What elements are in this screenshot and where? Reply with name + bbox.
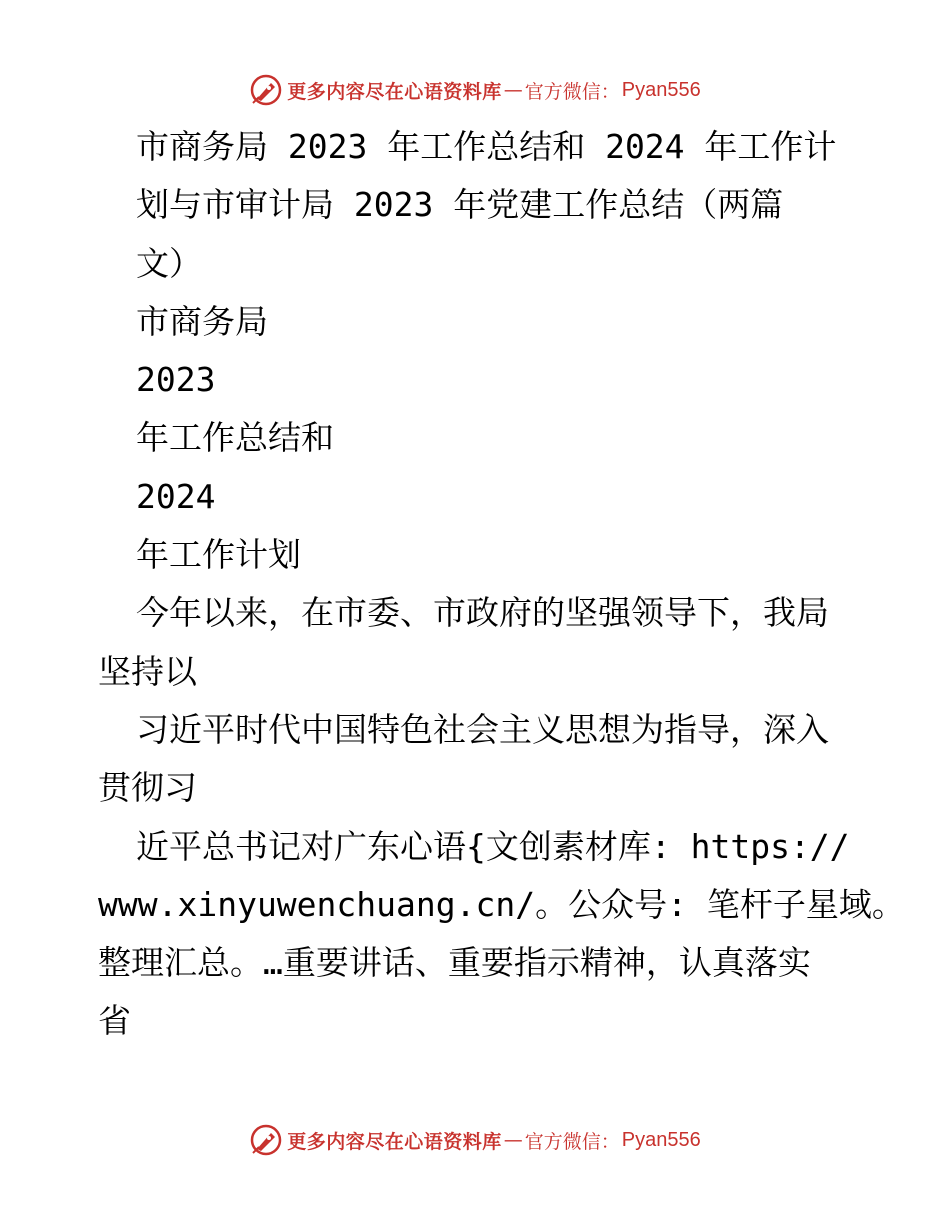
paragraph-line: 整理汇总。…重要讲话、重要指示精神，认真落实 [98, 943, 811, 983]
subtitle-line: 年工作总结和 [136, 418, 334, 458]
paragraph-line: 坚持以 [98, 651, 197, 691]
footer-watermark-banner [0, 1120, 950, 1160]
paragraph-line: 省 [98, 1001, 131, 1041]
paragraph-line: 习近平时代中国特色社会主义思想为指导，深入 [136, 709, 829, 749]
paragraph-line: 近平总书记对广东心语{文创素材库: https:// [136, 826, 850, 866]
pen-nib-logo-icon [249, 73, 283, 107]
subtitle-line: 市商务局 [136, 301, 268, 341]
banner-separator: — [503, 1129, 523, 1151]
banner-slogan: 更多内容尽在心语资料库 [287, 80, 502, 103]
title-line: 市商务局 2023 年工作总结和 2024 年工作计 [136, 127, 837, 166]
paragraph-line: 今年以来，在市委、市政府的坚强领导下，我局 [136, 593, 829, 633]
title-line: 文） [136, 243, 202, 283]
subtitle-line: 2024 [136, 476, 216, 516]
header-watermark-banner [0, 70, 950, 110]
banner-wechat-label: 官方微信： [524, 80, 620, 103]
pen-nib-logo-icon [249, 1123, 283, 1157]
banner-slogan: 更多内容尽在心语资料库 [287, 1130, 502, 1153]
subtitle-line: 年工作计划 [136, 535, 301, 575]
banner-separator: — [503, 79, 523, 101]
banner-wechat-id: Pyan556 [621, 78, 701, 101]
paragraph-line: 贯彻习 [98, 768, 197, 808]
document-body [98, 118, 905, 1051]
paragraph-line: www.xinyuwenchuang.cn/。公众号: 笔杆子星域。 [98, 884, 905, 924]
banner-wechat-id: Pyan556 [621, 1128, 701, 1151]
banner-wechat-label: 官方微信： [524, 1130, 620, 1153]
title-line: 划与市审计局 2023 年党建工作总结（两篇 [136, 185, 784, 225]
subtitle-line: 2023 [136, 360, 216, 400]
